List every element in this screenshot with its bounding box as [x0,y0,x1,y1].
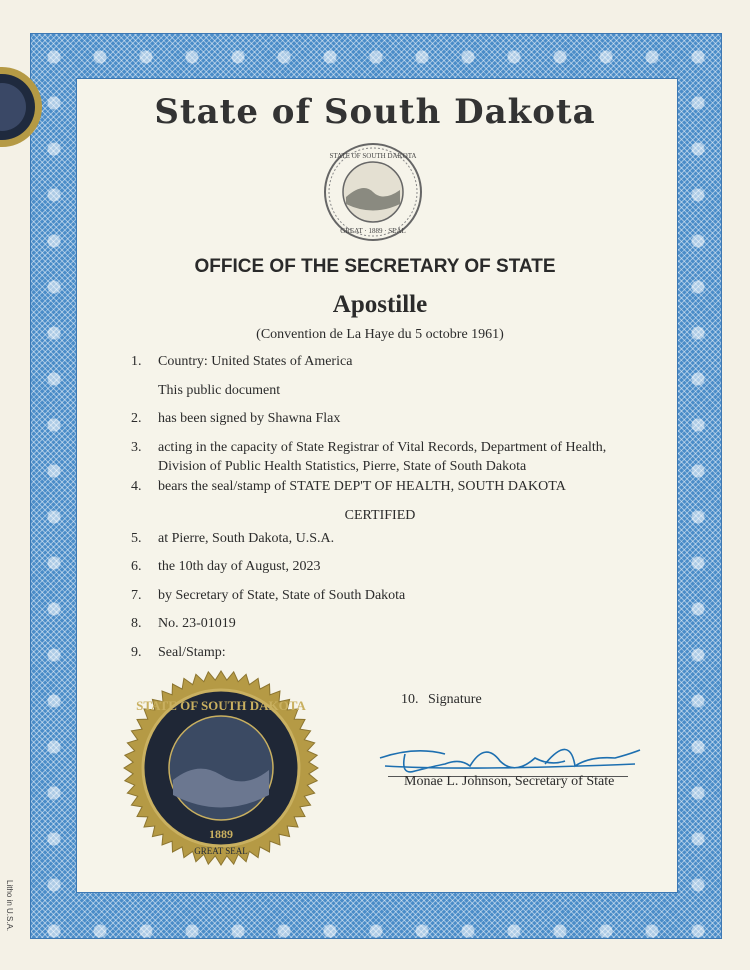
apostille-heading: Apostille [332,291,428,318]
item-capacity: 3. acting in the capacity of State Registrar of Vital Records, Department of Health, [131,440,607,455]
item-capacity-cont: Division of Public Health Statistics, Pierre, State of South Dakota [158,459,527,474]
item-date: 6. the 10th day of August, 2023 [131,559,321,574]
svg-text:STATE OF SOUTH DAKOTA: STATE OF SOUTH DAKOTA [329,152,417,160]
gold-seal-bottom-text: GREAT SEAL [194,846,248,856]
gold-seal-year: 1889 [209,827,233,841]
office-heading: OFFICE OF THE SECRETARY OF STATE [194,256,556,277]
state-seal-icon [318,142,428,242]
convention-subtitle: (Convention de La Haye du 5 octobre 1961) [256,327,504,342]
document-title: State of South Dakota [154,92,596,132]
item-place: 5. at Pierre, South Dakota, U.S.A. [131,531,335,546]
svg-text:GREAT · 1889 · SEAL: GREAT · 1889 · SEAL [340,227,406,235]
item-by: 7. by Secretary of State, State of South Dakota [131,588,406,603]
item-number: 8. No. 23-01019 [131,616,236,631]
item-public-document: This public document [158,383,281,398]
signer-name: Monae L. Johnson, Secretary of State [404,774,615,789]
item-seal-of: 4. bears the seal/stamp of STATE DEP'T OF HEALTH, SOUTH DAKOTA [131,479,566,494]
item-seal-stamp: 9. Seal/Stamp: [131,645,226,660]
item-signed-by: 2. has been signed by Shawna Flax [131,411,341,426]
litho-label: Litho in U.S.A. [5,880,14,932]
gold-seal-icon [123,670,319,866]
certified-label: CERTIFIED [344,508,416,523]
item-country: 1. Country: United States of America [131,354,353,369]
signature-label: 10. Signature [401,692,482,707]
gold-seal-top-text: STATE OF SOUTH DAKOTA [136,698,306,713]
